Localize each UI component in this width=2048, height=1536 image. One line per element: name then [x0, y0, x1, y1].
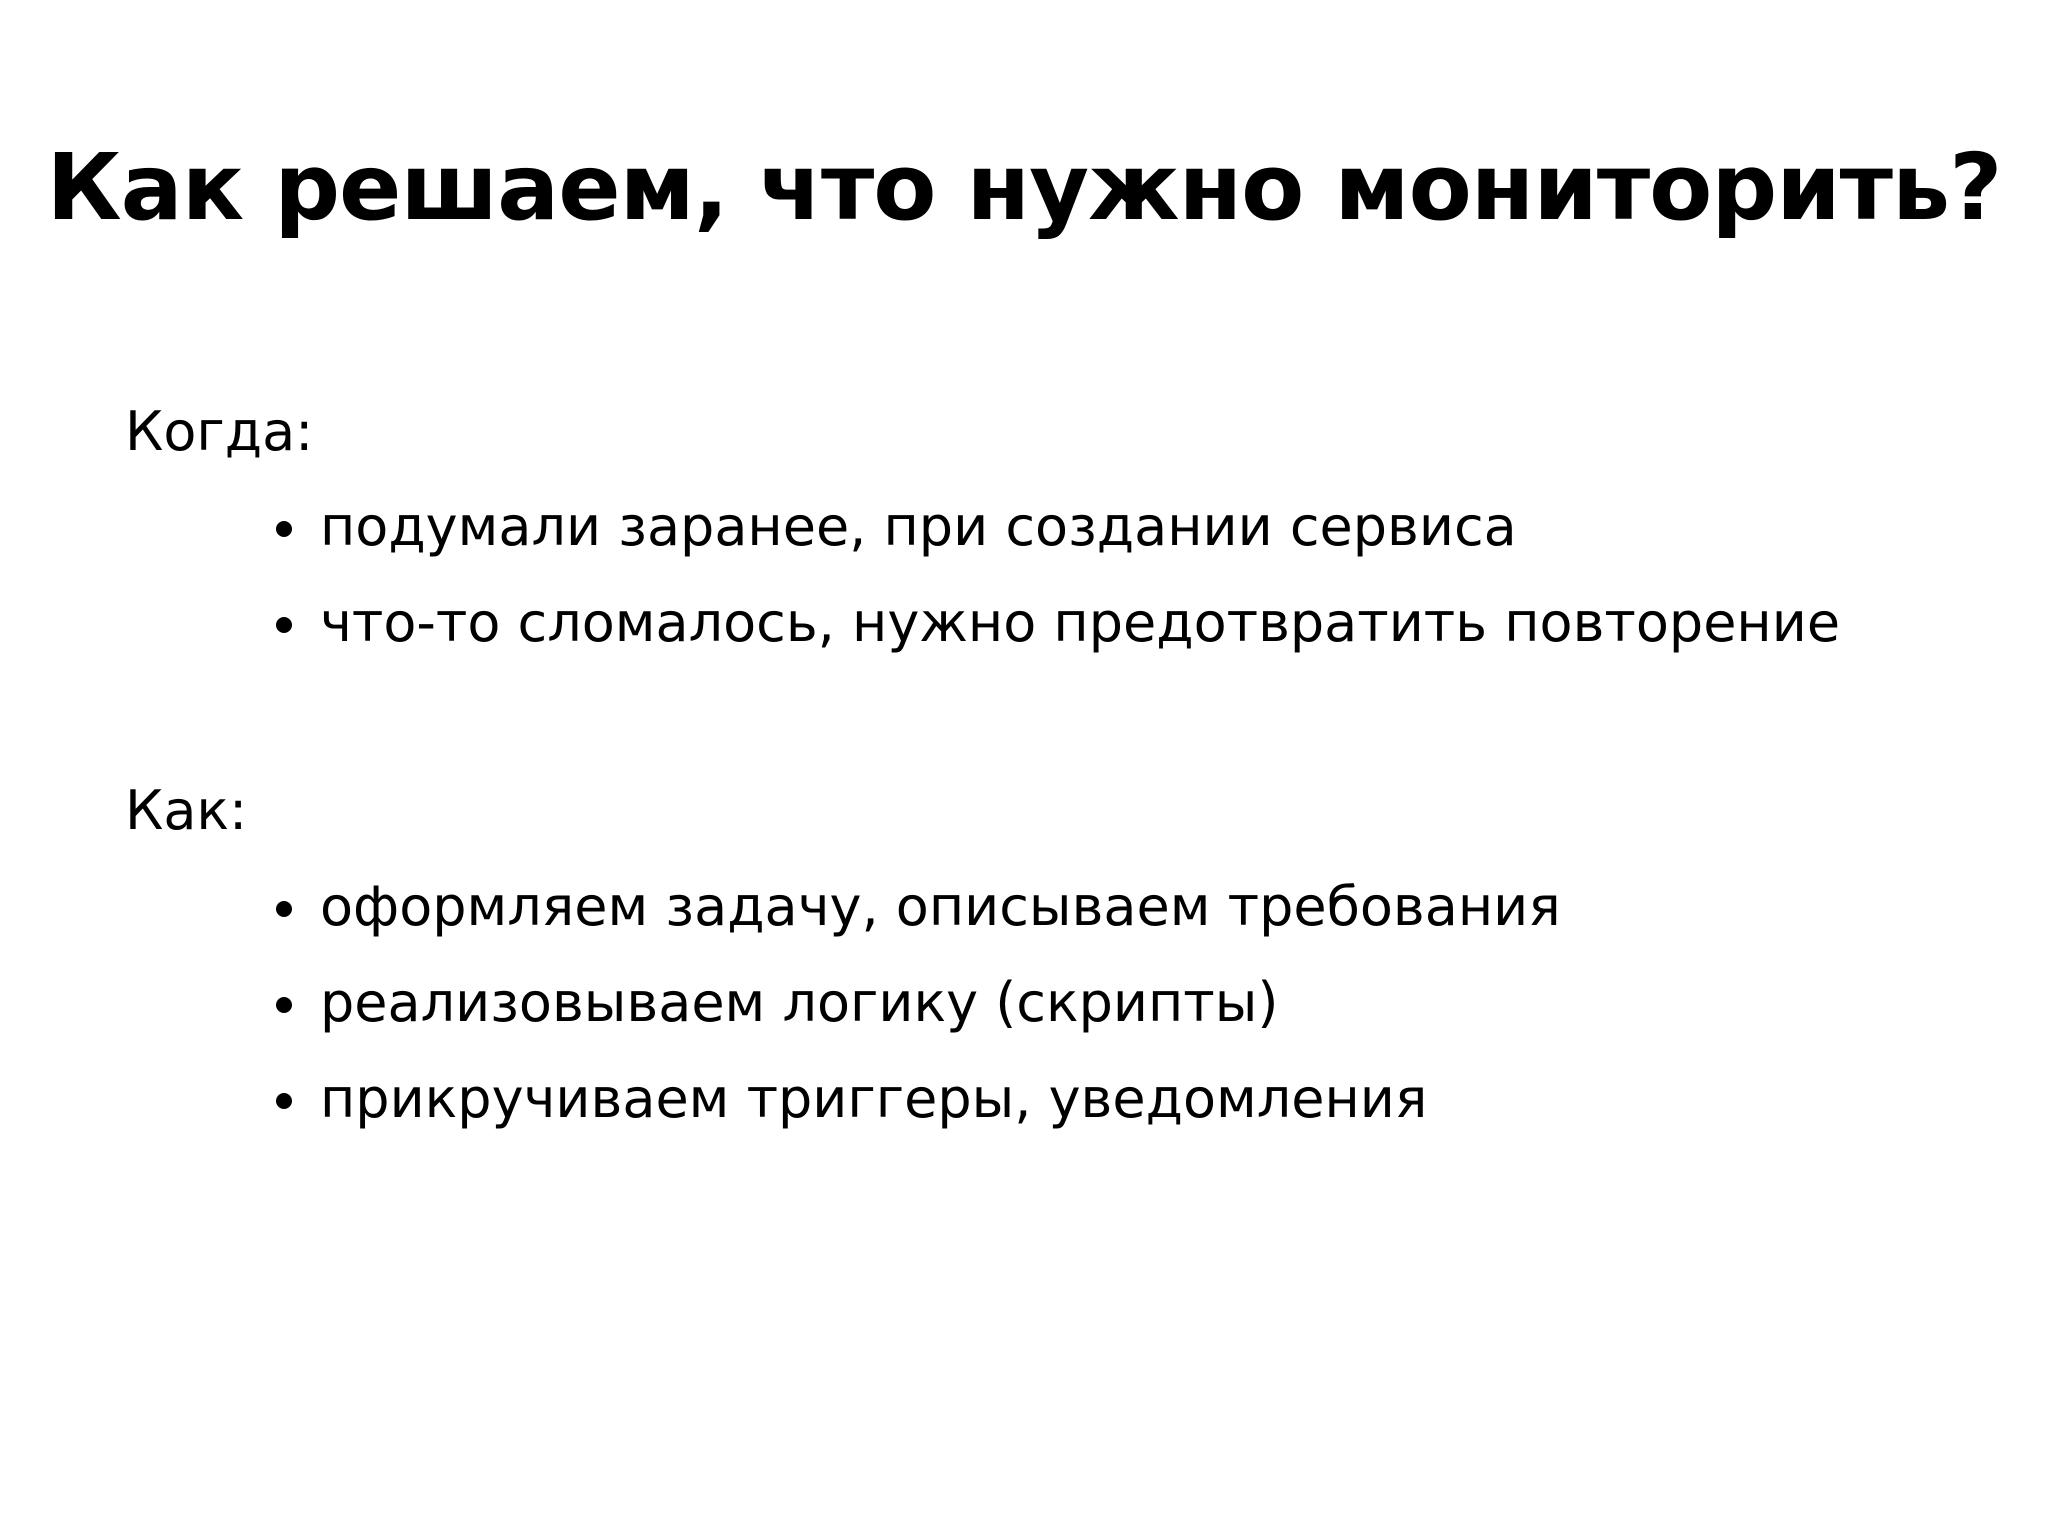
bullet-list-when — [272, 492, 1840, 684]
list-item — [272, 872, 1561, 968]
list-item — [272, 588, 1840, 684]
list-item — [272, 492, 1840, 588]
list-item — [272, 1064, 1561, 1160]
list-item-text: прикручиваем триггеры, уведомления — [320, 1067, 1428, 1130]
section-label-when: Когда: — [125, 400, 314, 463]
list-item-text: что-то сломалось, нужно предотвратить повторение — [320, 591, 1841, 654]
list-item-text: оформляем задачу, описываем требования — [320, 875, 1561, 938]
list-item — [272, 968, 1561, 1064]
section-label-how: Как: — [125, 779, 248, 842]
bullet-list-how — [272, 872, 1561, 1160]
bullet-dot-icon — [276, 617, 292, 633]
bullet-dot-icon — [276, 997, 292, 1013]
list-item-text: реализовываем логику (скрипты) — [320, 971, 1279, 1034]
list-item-text: подумали заранее, при создании сервиса — [320, 495, 1517, 558]
bullet-dot-icon — [276, 521, 292, 537]
bullet-dot-icon — [276, 1093, 292, 1109]
bullet-dot-icon — [276, 901, 292, 917]
slide-title: Как решаем, что нужно мониторить? — [46, 134, 2002, 241]
